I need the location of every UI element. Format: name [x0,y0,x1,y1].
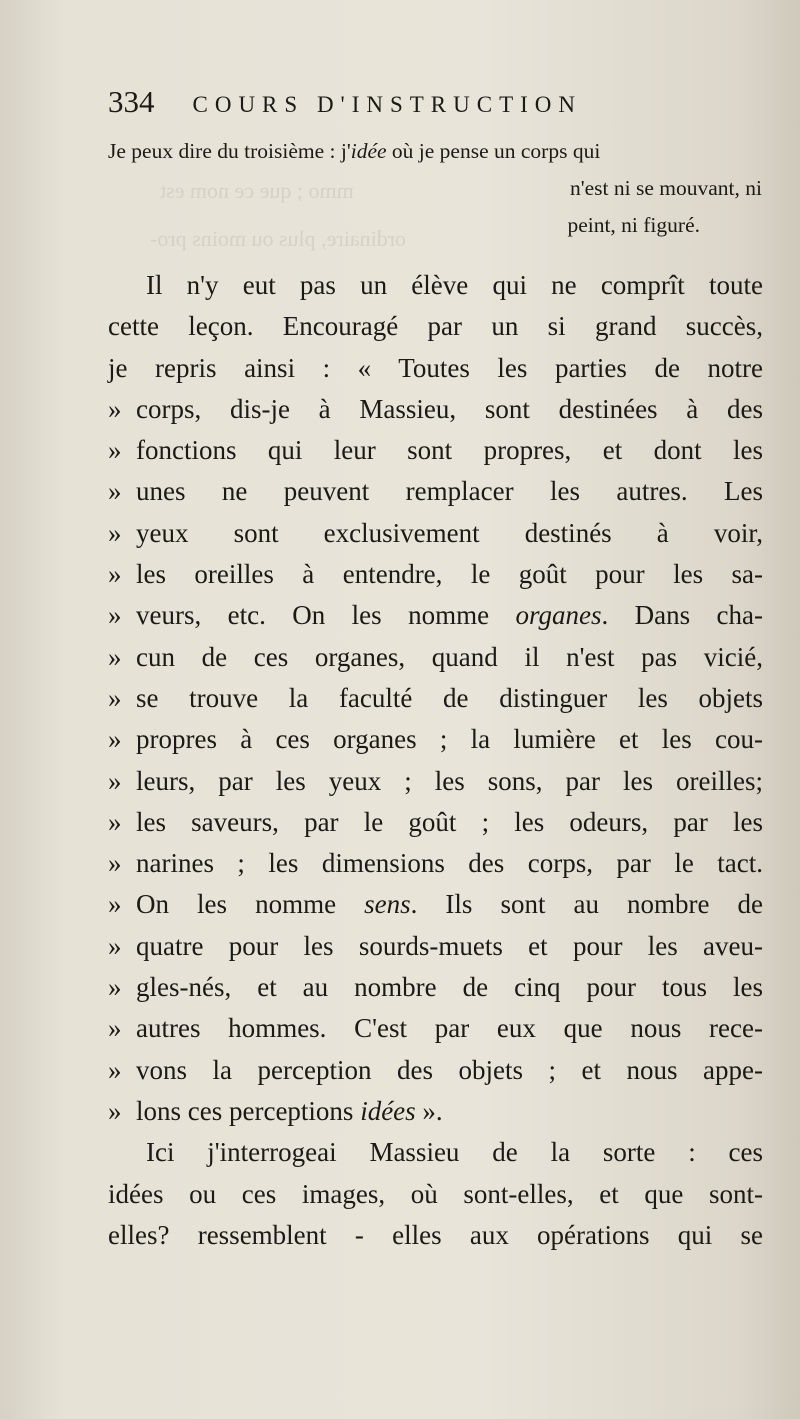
bleed-through-text: ordinaire, plus ou moins pro- [150,226,407,251]
text-line: » autres hommes. C'est par eux que nous rece- [108,1008,763,1049]
text-line: elles? ressemblent - elles aux opérations qui se [108,1219,763,1250]
text-line: » fonctions qui leur sont propres, et dont les [108,430,763,471]
text-line: » leurs, par les yeux ; les sons, par les oreilles; [108,761,763,802]
body-text [108,265,763,1256]
quote-mark: » [108,848,122,879]
quote-mark: » [108,393,122,424]
text-line: » unes ne peuvent remplacer les autres. Les [108,471,763,512]
quote-mark: » [108,1095,122,1126]
text-line: » les saveurs, par le goût ; les odeurs, par les [108,802,763,843]
quote-mark: » [108,765,122,796]
text-line: idées ou ces images, où sont-elles, et que sont- [108,1178,763,1209]
text-line: » veurs, etc. On les nomme organes. Dans cha- [108,595,763,636]
text-line: » cun de ces organes, quand il n'est pas vicié, [108,637,763,678]
quote-mark: » [108,682,122,713]
quote-mark: » [108,1013,122,1044]
page-header [108,84,698,124]
text-line: » yeux sont exclusivement destinés à voir, [108,513,763,554]
text-line: cette leçon. Encouragé par un si grand succès, [108,311,763,342]
quote-mark: » [108,1054,122,1085]
quoted-passage [108,133,768,244]
quote-mark: » [108,641,122,672]
quote-mark: » [108,517,122,548]
text-line: » lons ces perceptions idées ». [108,1091,763,1132]
quote-mark: » [108,724,122,755]
text-line: je repris ainsi : « Toutes les parties de notre [108,352,763,383]
quote-line: Je peux dire du troisième : j'idée où je pense un corps qui [108,139,601,163]
quote-mark: » [108,435,122,466]
text-line: » vons la perception des objets ; et nous appe- [108,1050,763,1091]
quote-mark: » [108,476,122,507]
quote-mark: » [108,972,122,1003]
text-line: Ici j'interrogeai Massieu de la sorte : ces [146,1137,763,1168]
text-line: » narines ; les dimensions des corps, par le tact. [108,843,763,884]
text-line: Il n'y eut pas un élève qui ne comprît toute [146,270,763,300]
quote-mark: » [108,559,122,590]
text-line: » On les nomme sens. Ils sont au nombre de [108,884,763,925]
text-line: » propres à ces organes ; la lumière et les cou- [108,719,763,760]
text-line: » les oreilles à entendre, le goût pour les sa- [108,554,763,595]
text-line: » gles-nés, et au nombre de cinq pour tous les [108,967,763,1008]
text-line: » se trouve la faculté de distinguer les objets [108,678,763,719]
quote-mark: » [108,600,122,631]
bleed-through-text: mmo ; que ce nom est [160,178,354,203]
page-number: 334 [108,84,155,119]
quote-line: peint, ni figuré. [567,213,700,237]
quote-mark: » [108,930,122,961]
text-line: » quatre pour les sourds-muets et pour les aveu- [108,926,763,967]
quote-line: n'est ni se mouvant, ni [570,176,762,200]
text-line: » corps, dis-je à Massieu, sont destinées à des [108,389,763,430]
quote-mark: » [108,806,122,837]
quote-mark: » [108,889,122,920]
running-title: COURS D'INSTRUCTION [192,92,583,117]
